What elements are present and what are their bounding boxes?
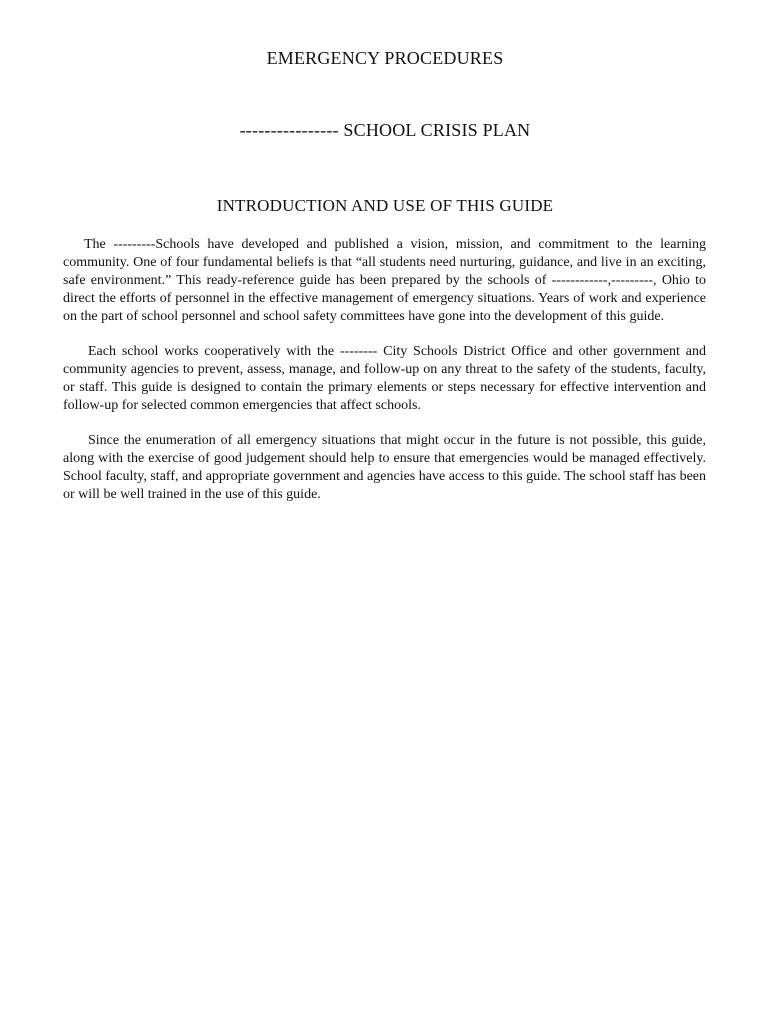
cooperation-paragraph: Each school works cooperatively with the -------- City Schools District Office and other government and community agencies to prevent, assess, manage, and follow-up on any threat to the safety of the students, faculty, or staff. This guide is designed to contain the primary elements or steps necessary for effective intervention and follow-up for selected common emergencies that affect schools. [63, 344, 706, 413]
document-body [63, 236, 706, 521]
intro-paragraph: The ---------Schools have developed and published a vision, mission, and commitment to the learning community. One of four fundamental beliefs is that “all students need nurturing, guidance, and live in an exciting, safe environment.” This ready-reference guide has been prepared by the schools of ------------,---------, Ohio to direct the efforts of personnel in the effective management of emergency situations. Years of work and experience on the part of school personnel and school safety committees have gone into the development of this guide. [63, 237, 706, 324]
plan-title: ---------------- SCHOOL CRISIS PLAN [239, 120, 531, 140]
enumeration-paragraph: Since the enumeration of all emergency situations that might occur in the future is not possible, this guide, along with the exercise of good judgement should help to ensure that emergencies would be managed effectively. School faculty, staff, and appropriate government and agencies have access to this guide. The school staff has been or will be well trained in the use of this guide. [63, 433, 706, 502]
section-title: INTRODUCTION AND USE OF THIS GUIDE [216, 196, 554, 215]
document-heading: EMERGENCY PROCEDURES [266, 48, 504, 68]
